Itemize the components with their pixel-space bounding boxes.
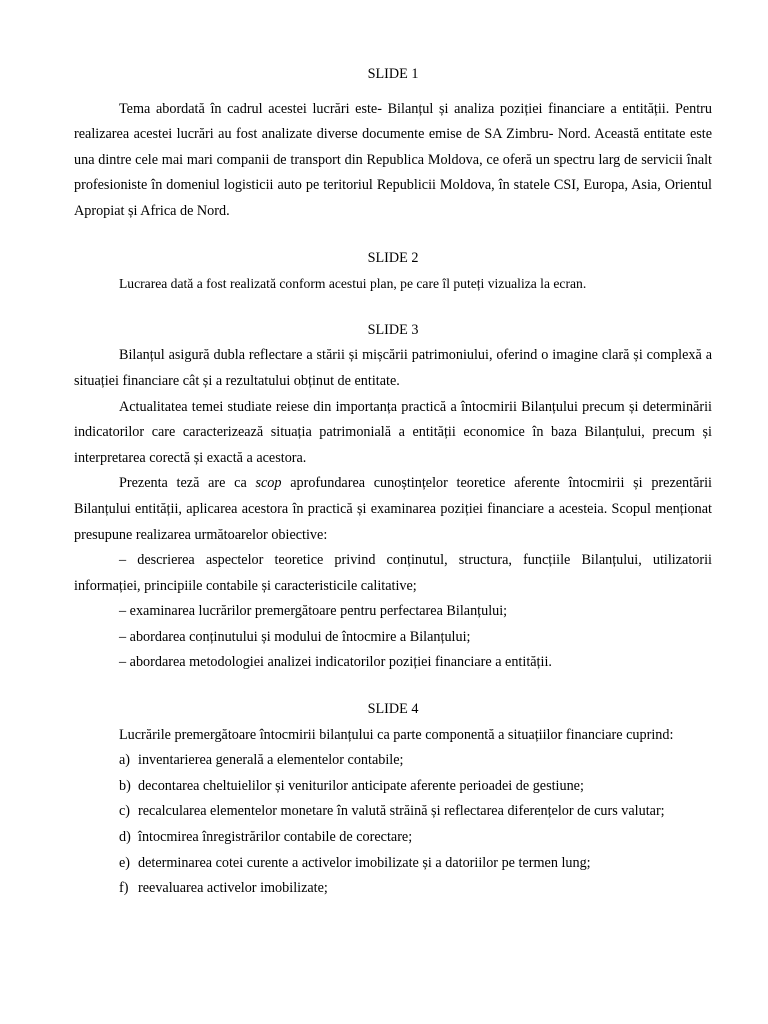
slide2-paragraph: Lucrarea dată a fost realizată conform acestui plan, pe care îl puteți vizualiza la ecran. [119,276,587,292]
slide3-paragraph-3-end: aprofundarea cunoștințelor teoretice aferente întocmirii și prezentării Bilanțului entității, aplicarea acestora în practică și examinarea poziției financiare a acesteia. Scopul menționat presupune realizarea următoarelor obiective: [74,475,712,543]
slide1-section [74,62,712,225]
list-item-label: c) [119,803,131,820]
list-item-text: inventarierea generală a elementelor contabile; [138,752,404,769]
slide4-section [74,697,712,902]
list-item-label: e) [119,854,131,871]
list-item [74,825,712,851]
list-item-text: reevaluarea activelor imobilizate; [138,880,328,897]
document-page [74,62,712,902]
slide3-paragraph-1: Bilanțul asigură dubla reflectare a stării și mișcării patrimoniului, oferind o imagine clară și complexă a situației financiare cât și a rezultatului obținut de entitate. [74,347,712,389]
list-item [74,799,712,825]
slide2-heading: SLIDE 2 [367,249,419,266]
list-item-text: întocmirea înregistrărilor contabile de corectare; [138,829,413,846]
list-item-text: decontarea cheltuielilor și veniturilor anticipate aferente perioadei de gestiune; [138,777,584,794]
slide2-section [74,246,712,297]
objective-item: – abordarea conținutului și modului de întocmire a Bilanțului; [119,628,471,645]
slide4-paragraph: Lucrările premergătoare întocmirii bilanțului ca parte componentă a situațiilor financiare cuprind: [119,726,674,743]
list-item-text: determinarea cotei curente a activelor imobilizate și a datoriilor pe termen lung; [138,854,591,871]
slide1-heading: SLIDE 1 [367,66,419,82]
slide3-heading: SLIDE 3 [367,321,419,338]
slide3-paragraph-3-emphasis: scop [255,475,282,492]
list-item-text: recalcularea elementelor monetare în valută străină și reflectarea diferențelor de curs valutar; [138,803,665,820]
list-item-label: d) [119,829,131,846]
slide4-heading: SLIDE 4 [367,701,419,718]
list-item-label: f) [119,880,129,897]
slide1-paragraph: Tema abordată în cadrul acestei lucrări este- Bilanțul și analiza poziției financiare a entității. Pentru realizarea acestei lucrări au fost analizate diverse documente emise de SA Zimbru- Nord. Această entitate este una dintre cele mai mari companii de transport din Republica Moldova, ce oferă un spectru larg de servicii înalt profesioniste în domeniul logisticii auto pe teritoriul Republicii Moldova, în statele CSI, Europa, Asia, Orientul Apropiat și Africa de Nord. [74,100,712,219]
list-item [74,774,712,800]
list-item-label: a) [119,752,131,769]
slide3-paragraph-2: Actualitatea temei studiate reiese din importanța practică a întocmirii Bilanțului precum și determinării indicatorilor care caracterizează situația patrimonială a entității economice în baza Bilanțului, precum și interpretarea corectă și exactă a acestora. [74,398,712,466]
objective-item: – descrierea aspectelor teoretice privind conținutul, structura, funcțiile Bilanțului, utilizatorii informației, principiile contabile și caracteristicile calitative; [74,552,712,594]
objective-item: – examinarea lucrărilor premergătoare pentru perfectarea Bilanțului; [119,603,508,620]
slide3-paragraph-3 [74,471,712,548]
slide3-paragraph-3-start: Prezenta teză are ca [119,475,256,492]
list-item [74,748,712,774]
slide3-section [74,318,712,676]
list-item [74,851,712,877]
list-item [74,876,712,902]
objective-item: – abordarea metodologiei analizei indicatorilor poziției financiare a entității. [119,654,552,671]
list-item-label: b) [119,777,131,794]
